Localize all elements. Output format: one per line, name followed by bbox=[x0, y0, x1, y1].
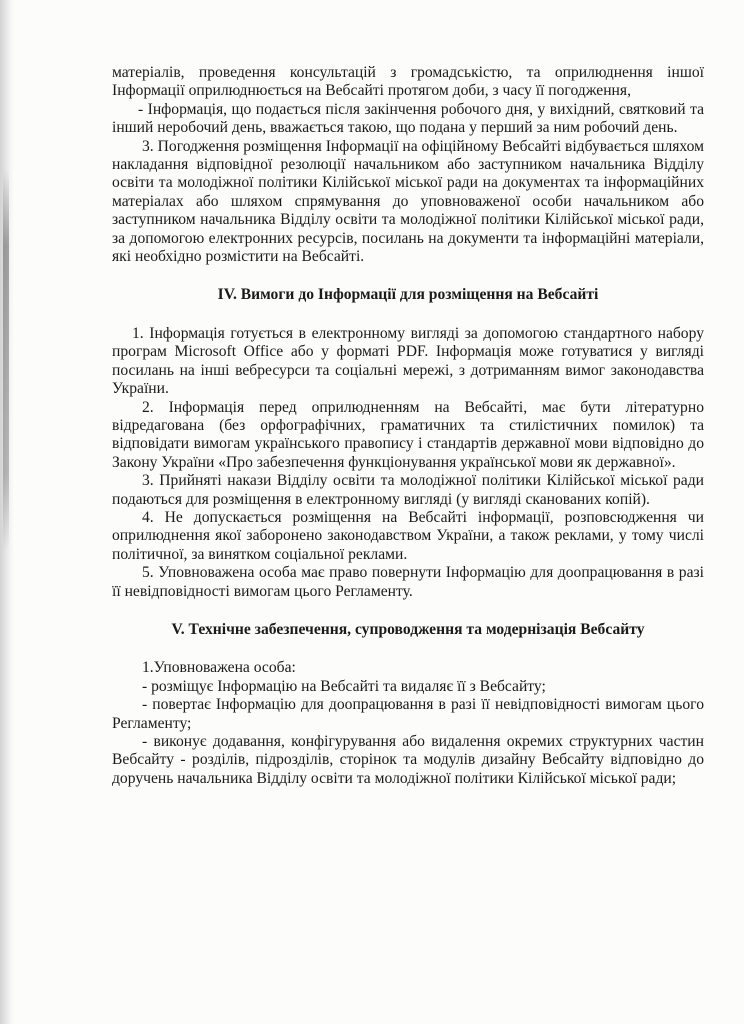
section-iv-item-4: 4. Не допускається розміщення на Вебсайті інформації, розповсюдження чи оприлюднення якої заборонено законодавством України, а також реклами, у тому числі політичної, за винятком соціальної реклами. bbox=[112, 508, 704, 563]
section-heading-v: V. Технічне забезпечення, супроводження та модернізація Вебсайту bbox=[171, 620, 645, 638]
section-v-dash-item-1: - розміщує Інформацію на Вебсайті та видаляє її з Вебсайту; bbox=[142, 677, 546, 695]
section-iv-item-5: 5. Уповноважена особа має право повернути Інформацію для доопрацювання в разі її невідповідності вимогам цього Регламенту. bbox=[112, 564, 704, 600]
section-v-item-1: 1.Уповноважена особа: bbox=[142, 659, 296, 677]
paragraph-item-3: 3. Погодження розміщення Інформації на офіційному Вебсайті відбувається шляхом накладання відповідної резолюції начальником або заступником начальника Відділу освіти та молодіжної політики Кілійської міської ради на документах та інформаційних матеріалах або шляхом спрямування до уповноваженої особи начальником або заступником начальника Відділу освіти та молодіжної політики Кілійської міської ради, за допомогою електронних ресурсів, посилань на документи та інформаційні матеріали, які необхідно розмістити на Вебсайті. bbox=[112, 137, 704, 266]
section-iv-item-2: 2. Інформація перед оприлюдненням на Вебсайті, має бути літературно відредагована (без орфографічних, граматичних та стилістичних помилок) та відповідати вимогам українського правопису і стандартів державної мови відповідно до Закону України «Про забезпечення функціонування української мови як державної». bbox=[112, 398, 704, 471]
document-body bbox=[112, 64, 704, 788]
section-iv-item-1: 1. Інформація готується в електронному вигляді за допомогою стандартного набору програм Microsoft Office або у форматі PDF. Інформація може готуватися у вигляді посилань на інші вебресурси та соціальні мережі, з дотриманням вимог законодавства України. bbox=[112, 324, 704, 398]
scan-binding-mark bbox=[3, 170, 9, 550]
paragraph-dash-item: - Інформація, що подається після закінчення робочого дня, у вихідний, святковий та інший неробочий день, вважається такою, що подана у перший за ним робочий день. bbox=[112, 100, 704, 137]
section-iv-item-3: 3. Прийняті накази Відділу освіти та молодіжної політики Кілійської міської ради подаються для розміщення в електронному вигляді (у вигляді сканованих копій). bbox=[112, 472, 704, 508]
section-v-dash-item-2: - повертає Інформацію для доопрацювання в разі її невідповідності вимогам цього Регламенту; bbox=[112, 696, 704, 732]
section-heading-iv: IV. Вимоги до Інформації для розміщення на Вебсайті bbox=[217, 286, 599, 304]
paragraph-continuation: матеріалів, проведення консультацій з громадськістю, та оприлюднення іншої Інформації оприлюднюється на Вебсайті протягом доби, з часу її погодження, bbox=[112, 64, 704, 100]
section-v-dash-item-3: - виконує додавання, конфігурування або видалення окремих структурних частин Вебсайту - розділів, підрозділів, сторінок та модулів дизайну Вебсайту відповідно до доручень начальника Відділу освіти та молодіжної політики Кілійської міської ради; bbox=[112, 733, 704, 787]
